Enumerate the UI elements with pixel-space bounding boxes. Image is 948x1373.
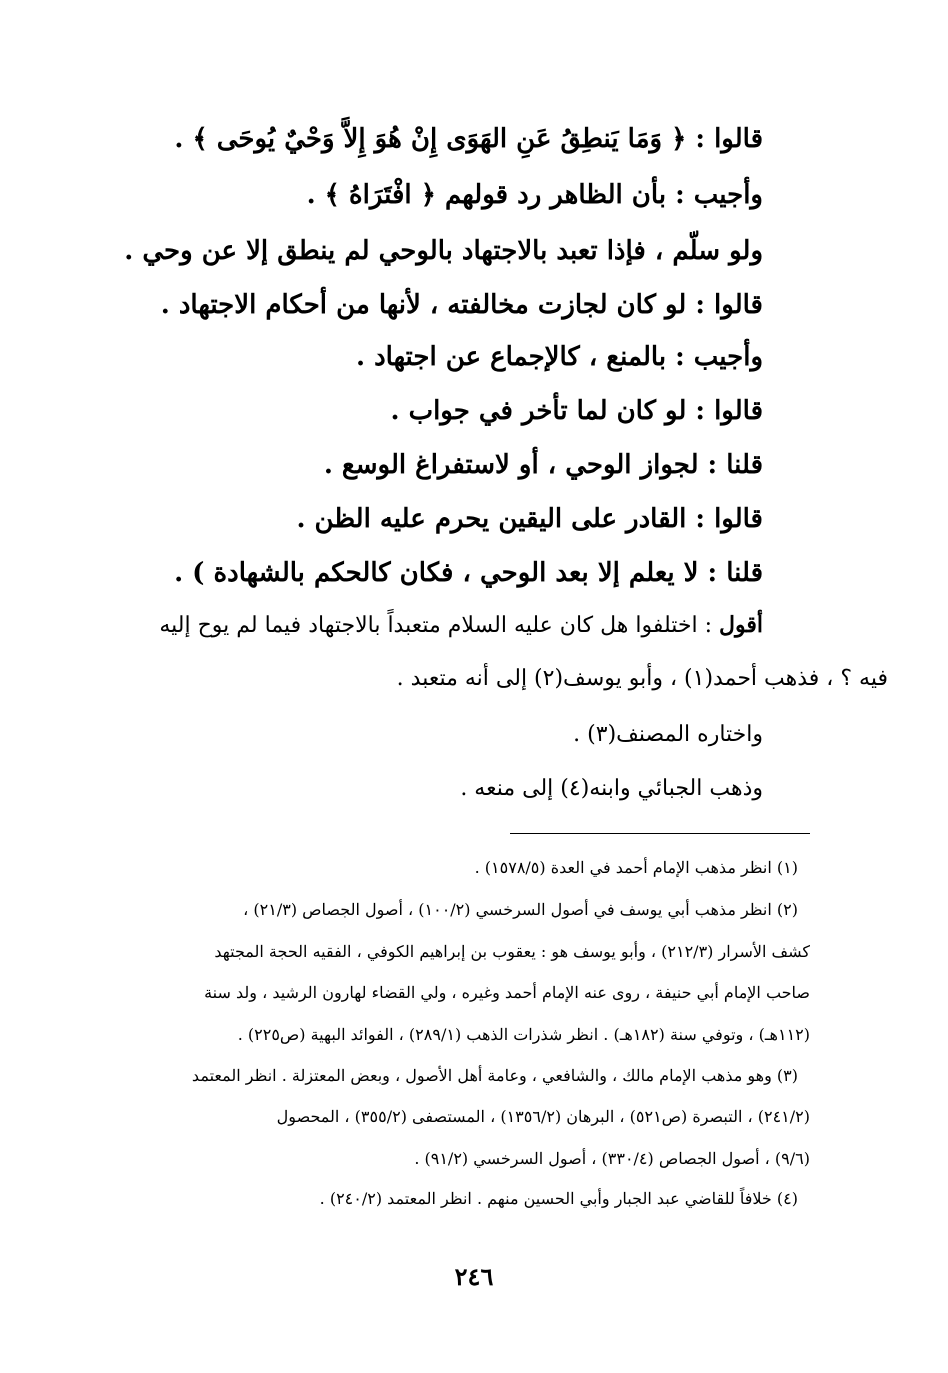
main-text-line-9: قلنا : لا يعلم إلا بعد الوحي ، فكان كالحكم بالشهادة ) . <box>174 558 763 588</box>
footnote-2-cont-1: كشف الأسرار (٢١٢/٣) ، وأبو يوسف هو : يعقوب بن إبراهيم الكوفي ، الفقيه الحجة المجتهد <box>214 942 810 961</box>
commentary-line-1-text: : اختلفوا هل كان عليه السلام متعبداً بالاجتهاد فيما لم يوح إليه <box>159 613 713 638</box>
footnote-3-cont-2: (٩/٦) ، أصول الجصاص (٣٣٠/٤) ، أصول السرخسي (٩١/٢) . <box>414 1149 810 1168</box>
main-text-line-2: وأجيب : بأن الظاهر رد قولهم ﴿ افْتَرَاهُ ﴾ . <box>306 180 763 210</box>
commentary-line-3: واختاره المصنف(٣) . <box>573 722 763 747</box>
footnote-3-cont-1: (٢٤١/٢) ، التبصرة (ص٥٢١) ، البرهان (١٣٥٦/٢) ، المستصفى (٣٥٥/٢) ، المحصول <box>276 1107 810 1126</box>
footnote-2-cont-2: صاحب الإمام أبي حنيفة ، روى عنه الإمام أحمد وغيره ، ولي القضاء لهارون الرشيد ، ولد سنة <box>204 983 810 1002</box>
main-text-line-8: قالوا : القادر على اليقين يحرم عليه الظن . <box>296 504 763 534</box>
footnote-1: (١) انظر مذهب الإمام أحمد في العدة (١٥٧٨/٥) . <box>474 858 798 877</box>
footnote-4: (٤) خلافاً للقاضي عبد الجبار وأبي الحسين منهم . انظر المعتمد (٢٤٠/٢) . <box>319 1189 798 1208</box>
footnote-3: (٣) وهو مذهب الإمام مالك ، والشافعي ، وعامة أهل الأصول ، وبعض المعتزلة . انظر المعتمد <box>191 1066 798 1085</box>
footnote-separator <box>510 833 810 834</box>
page-number: ٢٤٦ <box>454 1262 494 1291</box>
commentary-line-4: وذهب الجبائي وابنه(٤) إلى منعه . <box>460 776 763 801</box>
main-text-line-4: قالوا : لو كان لجازت مخالفته ، لأنها من أحكام الاجتهاد . <box>160 290 763 320</box>
main-text-line-1: قالوا : ﴿ وَمَا يَنطِقُ عَنِ الهَوَى إِنْ هُوَ إِلاَّ وَحْيٌ يُوحَى ﴾ . <box>174 124 763 154</box>
footnote-2-cont-3: (١١٢هـ) ، وتوفي سنة (١٨٢هـ) . انظر شذرات الذهب (٢٨٩/١) ، الفوائد البهية (ص٢٢٥) . <box>237 1025 810 1044</box>
commentary-line-2: فيه ؟ ، فذهب أحمد(١) ، وأبو يوسف(٢) إلى أنه متعبد . <box>396 666 888 691</box>
main-text-line-6: قالوا : لو كان لما تأخر في جواب . <box>390 396 763 426</box>
main-text-line-5: وأجيب : بالمنع ، كالإجماع عن اجتهاد . <box>355 342 763 372</box>
footnote-2: (٢) انظر مذهب أبي يوسف في أصول السرخسي (١٠٠/٢) ، أصول الجصاص (٢١/٣) ، <box>243 900 798 919</box>
main-text-line-3: ولو سلّم ، فإذا تعبد بالاجتهاد بالوحي لم ينطق إلا عن وحي . <box>124 236 763 266</box>
main-text-line-7: قلنا : لجواز الوحي ، أو لاستفراغ الوسع . <box>323 450 763 480</box>
commentary-keyword: أقول <box>719 612 763 638</box>
commentary-line-1 <box>60 612 763 638</box>
